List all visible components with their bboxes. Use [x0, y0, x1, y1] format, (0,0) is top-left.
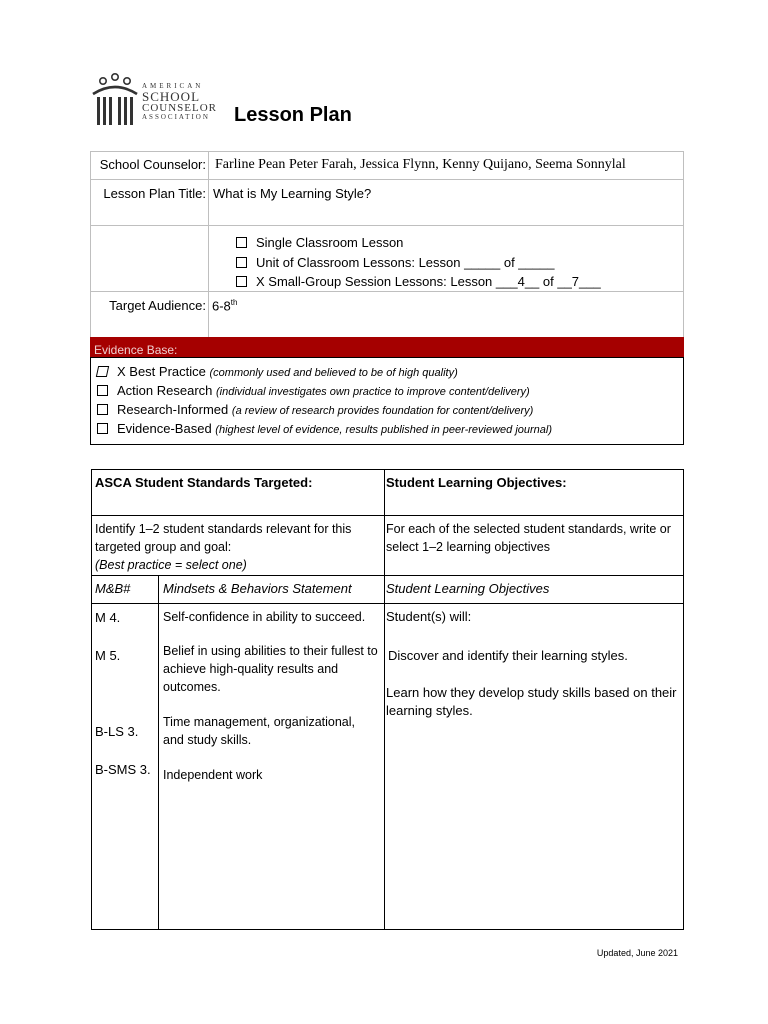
objectives-header: Student Learning Objectives: [386, 475, 567, 490]
standard-statement: Belief in using abilities to their fullest to achieve high-quality results and outcomes. [163, 644, 378, 694]
checkbox-icon[interactable] [97, 404, 108, 415]
logo-text-counselor: COUNSELOR [142, 102, 218, 114]
standard-code: M 5. [95, 648, 121, 663]
checkbox-icon[interactable] [96, 366, 109, 377]
standard-statement: Self-confidence in ability to succeed. [163, 610, 366, 624]
lesson-title-value: What is My Learning Style? [213, 186, 372, 201]
lesson-type-option[interactable]: Unit of Classroom Lessons: Lesson _____ of _____ [236, 253, 601, 273]
learning-objective: Learn how they develop study skills based on their learning styles. [386, 685, 677, 718]
checkbox-icon[interactable] [236, 237, 247, 248]
counselor-names-others: Peter Farah, Jessica Flynn, Kenny Quijano, Seema Sonnylal [289, 157, 626, 172]
standard-statement: Time management, organizational, and study skills. [163, 715, 355, 747]
checkbox-icon[interactable] [97, 423, 108, 434]
evidence-header-bar [90, 337, 684, 357]
col-statement-header: Mindsets & Behaviors Statement [163, 581, 352, 596]
evidence-option[interactable]: Action Research (individual investigates own practice to improve content/delivery) [97, 383, 530, 398]
evidence-options [90, 357, 684, 445]
asca-logo-icon [90, 72, 140, 130]
standards-table [91, 469, 684, 930]
page-title: Lesson Plan [234, 104, 352, 126]
asca-logo [90, 72, 230, 130]
evidence-option[interactable]: Research-Informed (a review of research provides foundation for content/delivery) [97, 402, 533, 417]
lesson-type-list [236, 233, 601, 292]
learning-objective: Discover and identify their learning styles. [388, 648, 628, 663]
standards-instructions: Identify 1–2 student standards relevant for this targeted group and goal: (Best practice = select one) [95, 522, 352, 572]
standard-code: B-SMS 3. [95, 762, 151, 777]
evidence-header: Evidence Base: [94, 343, 178, 357]
lesson-title-label: Lesson Plan Title: [103, 186, 206, 201]
standard-code: M 4. [95, 610, 121, 625]
counselor-name-primary: Farline Pean [215, 157, 286, 172]
col-code-header: M&B# [95, 581, 131, 596]
logo-text-school: SCHOOL [142, 89, 201, 104]
evidence-option[interactable]: Evidence-Based (highest level of evidence, results published in peer-reviewed journal) [97, 421, 552, 436]
standard-statement: Independent work [163, 768, 263, 782]
standard-code: B-LS 3. [95, 724, 139, 739]
checkbox-icon[interactable] [97, 385, 108, 396]
standards-header: ASCA Student Standards Targeted: [95, 475, 313, 490]
lesson-type-option[interactable]: Single Classroom Lesson [236, 233, 601, 253]
col-objectives-header: Student Learning Objectives [386, 581, 550, 596]
learning-objective: Student(s) will: [386, 609, 472, 624]
footer-updated: Updated, June 2021 [596, 948, 678, 958]
audience-label: Target Audience: [109, 298, 206, 313]
counselor-label: School Counselor: [99, 157, 206, 172]
lesson-info-table [90, 151, 684, 338]
objectives-instructions: For each of the selected student standards, write or select 1–2 learning objectives [386, 522, 671, 554]
logo-text-american: AMERICAN [142, 82, 204, 90]
audience-value: 6-8th [212, 298, 238, 314]
checkbox-icon[interactable] [236, 276, 247, 287]
checkbox-icon[interactable] [236, 257, 247, 268]
evidence-option[interactable]: X Best Practice (commonly used and believed to be of high quality) [97, 364, 458, 379]
logo-text-association: ASSOCIATION [142, 113, 210, 121]
lesson-type-option[interactable]: X Small-Group Session Lessons: Lesson ___4__ of __7___ [236, 272, 601, 292]
